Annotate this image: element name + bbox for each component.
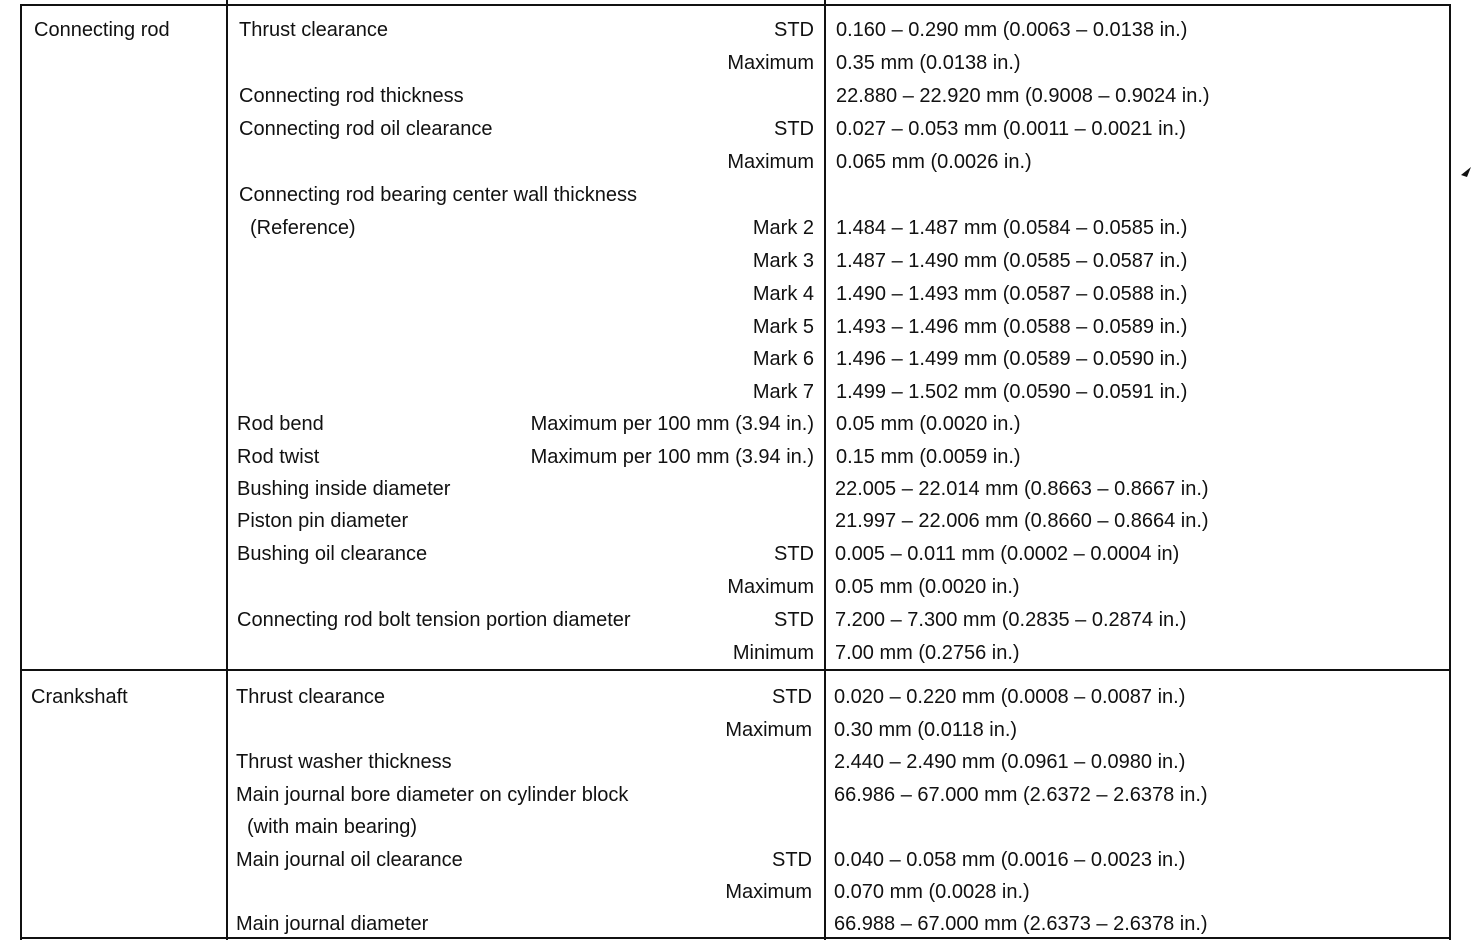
spec-item: Bushing inside diameter (237, 478, 451, 500)
spec-item: Thrust washer thickness (236, 751, 452, 773)
spec-condition: Mark 5 (752, 316, 814, 338)
spec-value: 7.200 – 7.300 mm (0.2835 – 0.2874 in.) (835, 609, 1187, 631)
spec-item: Rod bend (237, 413, 324, 435)
spec-value: 66.986 – 67.000 mm (2.6372 – 2.6378 in.) (834, 784, 1208, 806)
spec-value: 7.00 mm (0.2756 in.) (835, 642, 1020, 664)
spec-value: 1.493 – 1.496 mm (0.0588 – 0.0589 in.) (836, 316, 1188, 338)
spec-value: 0.35 mm (0.0138 in.) (836, 52, 1021, 74)
scan-mark-icon (1461, 167, 1471, 177)
spec-item: (Reference) (250, 217, 356, 239)
spec-condition: STD (774, 609, 814, 631)
spec-value: 1.490 – 1.493 mm (0.0587 – 0.0588 in.) (836, 283, 1188, 305)
spec-value: 0.30 mm (0.0118 in.) (834, 719, 1018, 741)
section-divider (20, 669, 1451, 671)
table-right-border (1449, 4, 1451, 940)
spec-condition: STD (772, 849, 812, 871)
spec-item: (with main bearing) (247, 816, 418, 838)
spec-condition: STD (774, 543, 814, 565)
spec-value: 0.040 – 0.058 mm (0.0016 – 0.0023 in.) (834, 849, 1186, 871)
table-left-border (20, 4, 22, 940)
spec-value: 1.484 – 1.487 mm (0.0584 – 0.0585 in.) (836, 217, 1188, 239)
spec-value: 66.988 – 67.000 mm (2.6373 – 2.6378 in.) (834, 913, 1208, 935)
spec-value: 0.027 – 0.053 mm (0.0011 – 0.0021 in.) (836, 118, 1186, 140)
spec-condition: Mark 7 (752, 381, 814, 403)
spec-condition: Maximum per 100 mm (3.94 in.) (530, 446, 814, 468)
spec-value: 22.880 – 22.920 mm (0.9008 – 0.9024 in.) (836, 85, 1210, 107)
column-divider-1 (226, 0, 228, 940)
spec-item: Thrust clearance (236, 686, 385, 708)
spec-item: Rod twist (237, 446, 320, 468)
spec-item: Thrust clearance (239, 19, 388, 41)
spec-condition: Maximum (727, 52, 814, 74)
table-top-border (20, 4, 1451, 6)
spec-condition: Mark 3 (752, 250, 814, 272)
column-divider-2 (824, 0, 826, 940)
spec-condition: Maximum (727, 576, 814, 598)
spec-condition: Mark 4 (752, 283, 814, 305)
spec-condition: Mark 6 (752, 348, 814, 370)
spec-value: 0.065 mm (0.0026 in.) (836, 151, 1032, 173)
spec-value: 1.487 – 1.490 mm (0.0585 – 0.0587 in.) (836, 250, 1188, 272)
spec-value: 0.160 – 0.290 mm (0.0063 – 0.0138 in.) (836, 19, 1188, 41)
spec-condition: Minimum (732, 642, 814, 664)
spec-condition: STD (774, 118, 814, 140)
spec-item: Main journal oil clearance (236, 849, 463, 871)
spec-condition: STD (772, 686, 812, 708)
component-label-connecting-rod: Connecting rod (34, 19, 170, 41)
spec-item: Bushing oil clearance (237, 543, 428, 565)
spec-item: Main journal diameter (236, 913, 429, 935)
spec-value: 1.496 – 1.499 mm (0.0589 – 0.0590 in.) (836, 348, 1188, 370)
spec-condition: Mark 2 (752, 217, 814, 239)
spec-value: 21.997 – 22.006 mm (0.8660 – 0.8664 in.) (835, 510, 1209, 532)
spec-condition: STD (774, 19, 814, 41)
spec-value: 0.05 mm (0.0020 in.) (836, 413, 1021, 435)
spec-item: Connecting rod thickness (239, 85, 464, 107)
spec-condition: Maximum (727, 151, 814, 173)
spec-condition: Maximum per 100 mm (3.94 in.) (530, 413, 814, 435)
spec-condition: Maximum (725, 881, 812, 903)
spec-value: 2.440 – 2.490 mm (0.0961 – 0.0980 in.) (834, 751, 1186, 773)
spec-item: Piston pin diameter (237, 510, 409, 532)
spec-item: Main journal bore diameter on cylinder block (236, 784, 629, 806)
spec-value: 0.15 mm (0.0059 in.) (836, 446, 1021, 468)
spec-value: 1.499 – 1.502 mm (0.0590 – 0.0591 in.) (836, 381, 1188, 403)
spec-condition: Maximum (725, 719, 812, 741)
component-label-crankshaft: Crankshaft (31, 686, 128, 708)
spec-value: 0.020 – 0.220 mm (0.0008 – 0.0087 in.) (834, 686, 1186, 708)
spec-value: 0.005 – 0.011 mm (0.0002 – 0.0004 in) (835, 543, 1180, 565)
table-bottom-border (20, 937, 1451, 939)
spec-value: 22.005 – 22.014 mm (0.8663 – 0.8667 in.) (835, 478, 1209, 500)
spec-item: Connecting rod oil clearance (239, 118, 493, 140)
spec-value: 0.05 mm (0.0020 in.) (835, 576, 1020, 598)
spec-item: Connecting rod bearing center wall thickness (239, 184, 637, 206)
spec-value: 0.070 mm (0.0028 in.) (834, 881, 1030, 903)
spec-item: Connecting rod bolt tension portion diameter (237, 609, 631, 631)
